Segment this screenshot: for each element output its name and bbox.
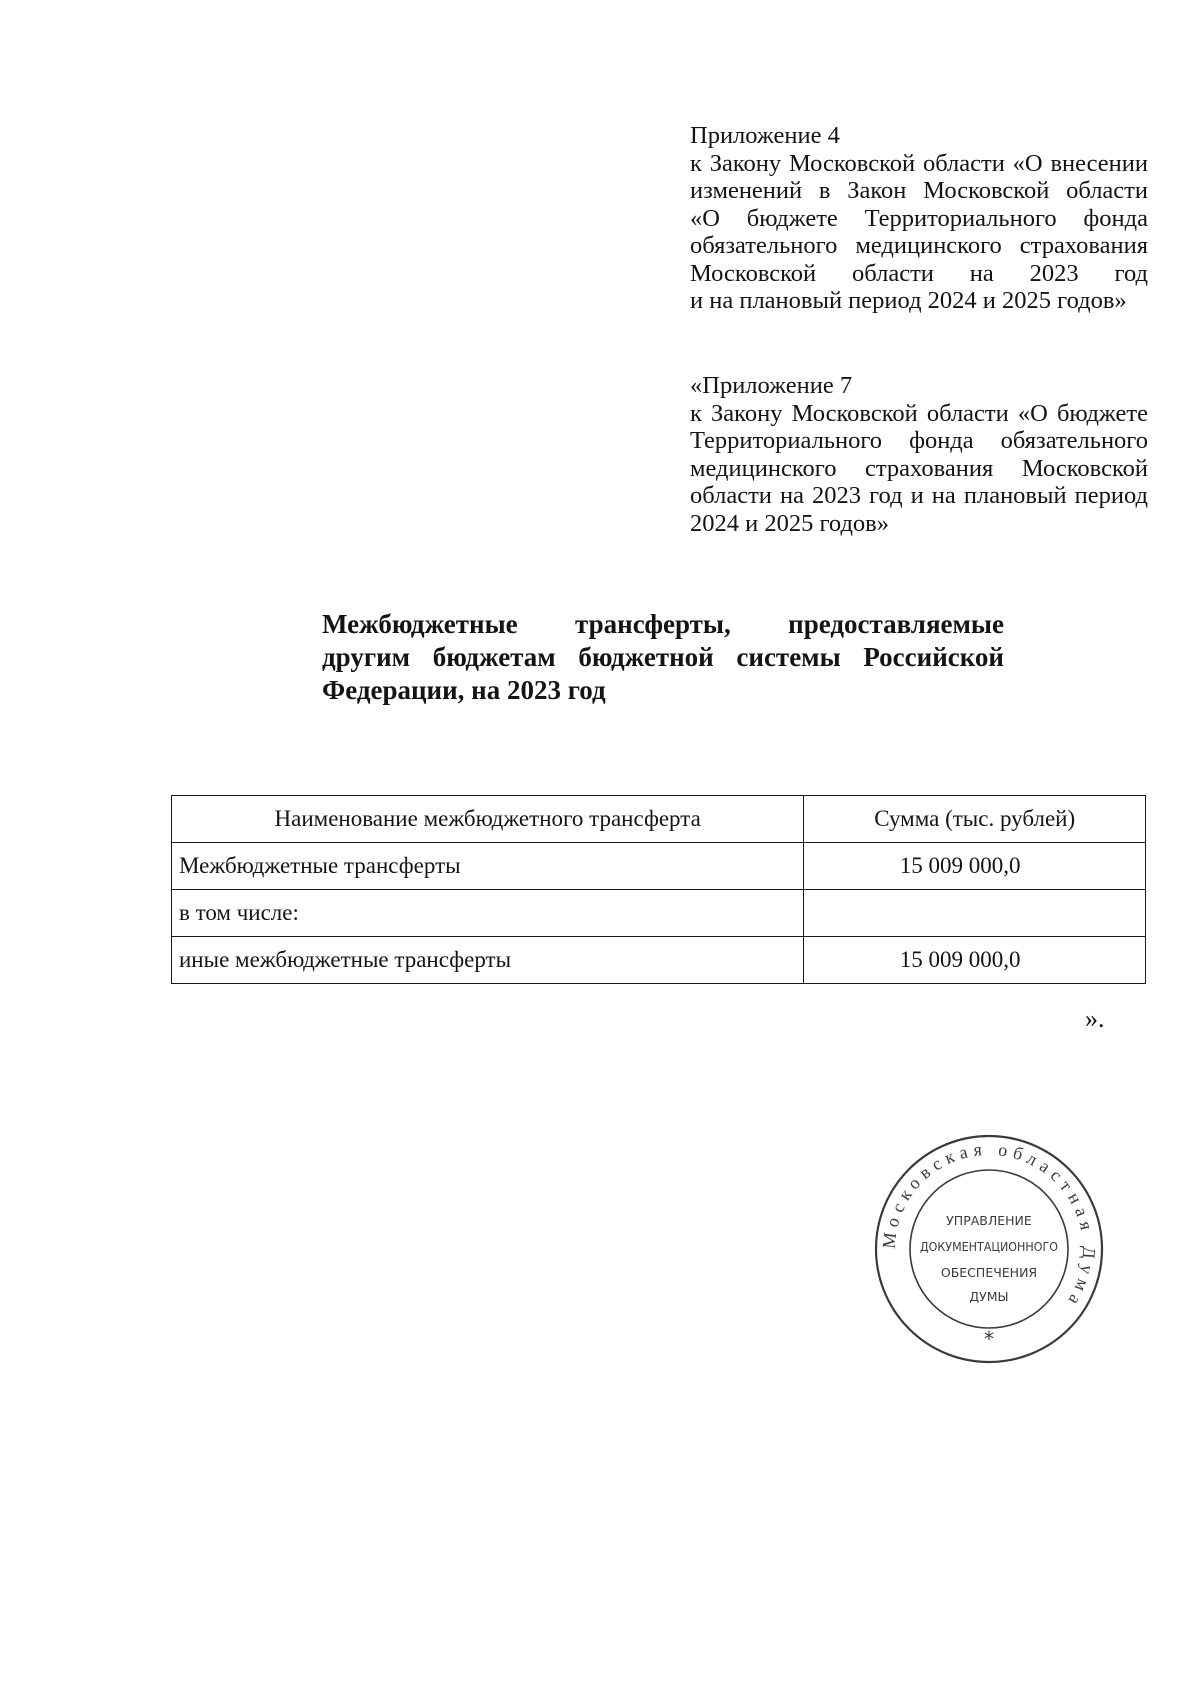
table-row: [172, 843, 1146, 890]
table-row: [172, 937, 1146, 984]
seal-graphic: [873, 1133, 1105, 1365]
appendix-4-line: к Закону Московской области «О внесении: [690, 149, 1148, 177]
appendix-7-header: [690, 372, 1148, 537]
title-line: Межбюджетные трансферты, предоставляемые: [322, 609, 1004, 639]
closing-quote-mark: ».: [1085, 1004, 1105, 1033]
appendix-7-line: Территориального фонда обязательного: [690, 427, 1148, 454]
appendix-4-header: [690, 122, 1148, 315]
seal-inner-line: ДУМЫ: [969, 1289, 1009, 1304]
row-name-cell: Межбюджетные трансферты: [172, 843, 804, 890]
appendix-7-line: области на 2023 год и на плановый период: [690, 482, 1148, 509]
table-header-row: [172, 796, 1146, 843]
row-sum-cell: 15 009 000,0: [804, 843, 1146, 890]
row-sum-cell: [804, 890, 1146, 937]
title-line: другим бюджетам бюджетной системы Российской: [322, 642, 1004, 672]
header-name-cell: Наименование межбюджетного трансферта: [172, 796, 804, 843]
appendix-7-line: «Приложение 7: [690, 372, 853, 399]
appendix-4-line: и на плановый период 2024 и 2025 годов»: [690, 287, 1127, 314]
transfers-table: [171, 795, 1146, 984]
appendix-4-line: изменений в Закон Московской области: [690, 177, 1148, 204]
row-name-cell: иные межбюджетные трансферты: [172, 937, 804, 984]
appendix-7-line: медицинского страхования Московской: [690, 454, 1148, 482]
seal-inner-line: УПРАВЛЕНИЕ: [946, 1213, 1032, 1228]
document-title: [322, 608, 1004, 707]
seal-star: *: [984, 1327, 994, 1351]
table-row: [172, 890, 1146, 937]
appendix-4-line: Приложение 4: [690, 122, 840, 149]
appendix-4-line: «О бюджете Территориального фонда: [690, 204, 1148, 232]
appendix-7-line: к Закону Московской области «О бюджете: [690, 399, 1148, 427]
seal-inner-line: ДОКУМЕНТАЦИОННОГО: [920, 1239, 1059, 1254]
title-line: Федерации, на 2023 год: [322, 675, 606, 705]
row-sum-cell: 15 009 000,0: [804, 937, 1146, 984]
appendix-4-line: Московской области на 2023 год: [690, 259, 1148, 287]
header-sum-cell: Сумма (тыс. рублей): [804, 796, 1146, 843]
appendix-4-line: обязательного медицинского страхования: [690, 232, 1148, 259]
seal-outer-textpath: Московская областная Дума: [878, 1138, 1100, 1314]
official-seal-stamp: [873, 1133, 1105, 1365]
appendix-7-line: 2024 и 2025 годов»: [690, 509, 890, 537]
row-name-cell: в том числе:: [172, 890, 804, 937]
seal-inner-line: ОБЕСПЕЧЕНИЯ: [940, 1265, 1038, 1280]
